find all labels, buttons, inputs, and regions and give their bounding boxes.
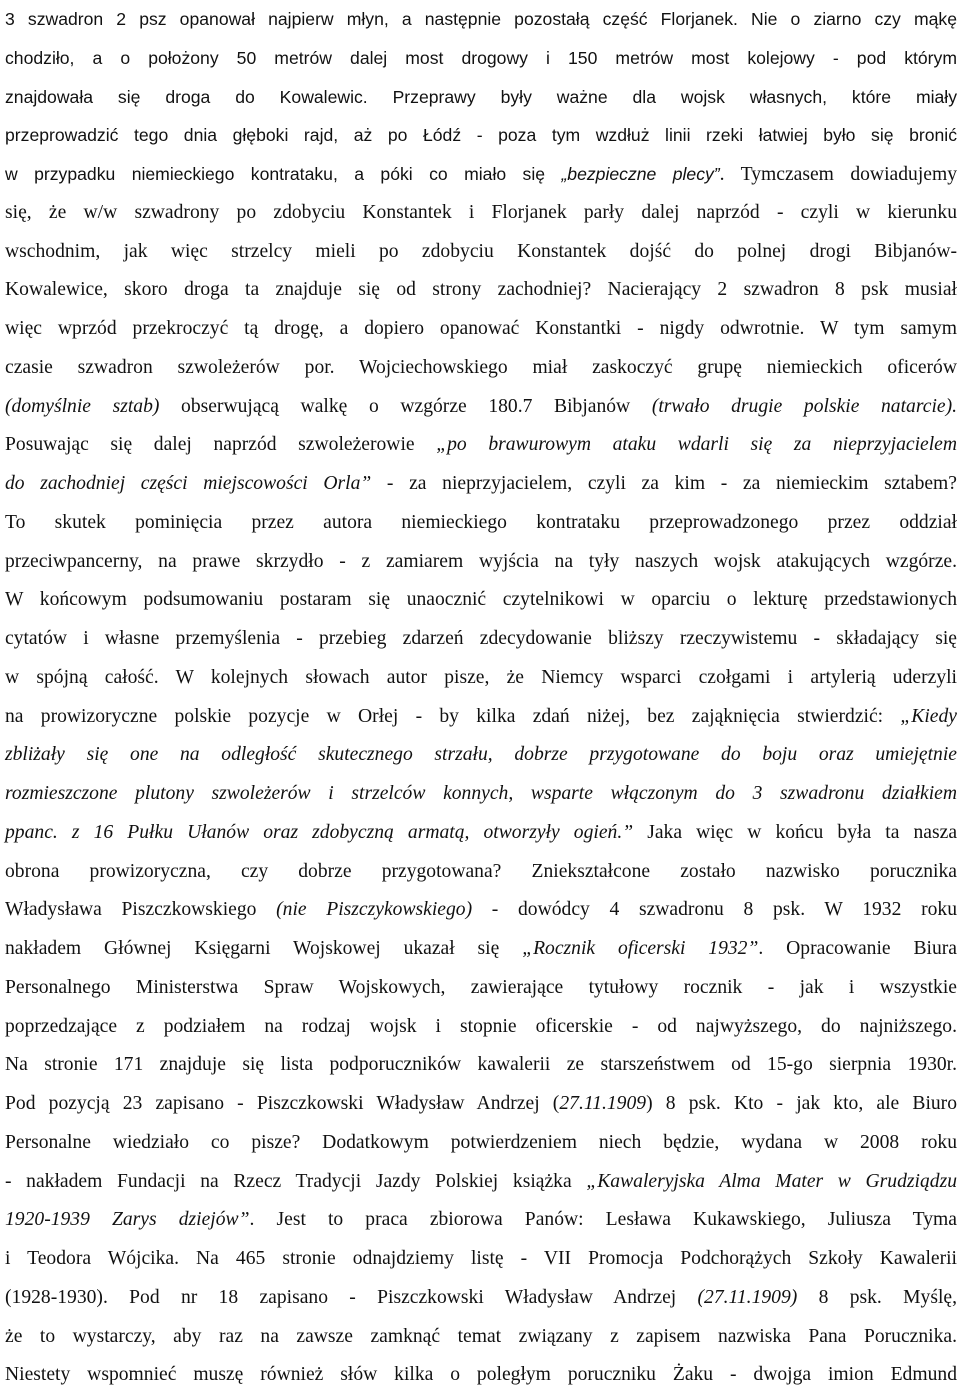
text-run: obserwującą walkę o wzgórze 180.7 Bibjanów	[159, 395, 652, 417]
text-line	[5, 930, 957, 969]
text-line	[5, 1279, 957, 1318]
text-run: Posuwając się dalej naprzód szwoleżerowie	[5, 434, 437, 456]
text-run: nakładem Głównej Księgarni Wojskowej ukazał się	[5, 938, 523, 959]
italic-text: „po brawurowym ataku wdarli się za nieprzyjacielem	[436, 434, 957, 456]
text-run: Jaka więc w końcu była ta nasza	[633, 821, 958, 843]
text-line	[5, 1240, 957, 1279]
text-run: Kowalewice, skoro droga ta znajduje się od strony zachodniej? Nacierający 2 szwadron 8 psk musiał	[5, 279, 957, 301]
text-line	[5, 465, 957, 504]
text-run: . Jest to praca zbiorowa Panów: Lesława Kukawskiego, Juliusza Tyma	[249, 1209, 957, 1231]
text-line	[5, 310, 957, 349]
text-run: więc wprzód przekroczyć tą drogę, a dopiero opanować Konstantki - nigdy odwrotnie. W tym samym	[5, 318, 957, 339]
italic-text: ppanc. z 16 Pułku Ułanów oraz zdobyczną armatą, otworzyły ogień.”	[5, 821, 634, 843]
text-line	[5, 1356, 957, 1395]
text-line	[5, 853, 957, 892]
italic-text: „Rocznik oficerski 1932”	[522, 938, 759, 959]
italic-text: zbliżały się one na odległość skutecznego strzału, dobrze przygotowane do boju oraz umiejętnie	[5, 744, 957, 766]
text-run: że to wystarczy, aby raz na zawsze zamknąć temat związany z zapisem nazwiska Pana Porucznika.	[5, 1325, 957, 1347]
text-line	[5, 349, 957, 388]
text-run: w przypadku niemieckiego kontrataku, a póki co miało się	[5, 164, 562, 184]
text-line	[5, 116, 957, 155]
text-run: obrona prowizoryczna, czy dobrze przygotowana? Zniekształcone zostało nazwisko porucznika	[5, 860, 957, 882]
italic-text: (27.11.1909)	[697, 1286, 798, 1308]
text-run: Niestety wspomnieć muszę również słów kilka o poległym poruczniku Żaku - dwojga imion Edmund	[5, 1364, 957, 1386]
text-run: . Opracowanie Biura	[758, 938, 957, 959]
text-line	[5, 891, 957, 930]
text-line	[5, 155, 957, 194]
text-run: przeciwpancerny, na prawe skrzydło - z zamiarem wyjścia na tyły naszych wojsk atakujących wzgórze.	[5, 550, 957, 572]
text-line	[5, 581, 957, 620]
text-line	[5, 736, 957, 775]
text-run: Personalnego Ministerstwa Spraw Wojskowych, zawierające tytułowy rocznik - jak i wszystkie	[5, 976, 957, 998]
text-run: cytatów i własne przemyślenia - przebieg zdarzeń zdecydowanie bliższy rzeczywistemu - składający się	[5, 628, 957, 649]
text-line	[5, 1008, 957, 1047]
text-run: To skutek pominięcia przez autora niemieckiego kontrataku przeprowadzonego przez oddział	[5, 511, 957, 533]
text-line	[5, 233, 957, 272]
text-run: przeprowadzić tego dnia głęboki rajd, aż po Łódź - poza tym wzdłuż linii rzeki łatwiej było się bronić	[5, 125, 957, 146]
text-run: i Teodora Wójcika. Na 465 stronie odnajdziemy listę - VII Promocja Podchorążych Szkoły Kawalerii	[5, 1248, 957, 1269]
text-run: na prowizoryczne polskie pozycje w Orłej - by kilka zdań niżej, bez zająknięcia stwierdzić:	[5, 705, 901, 727]
text-run: czasie szwadron szwoleżerów por. Wojciechowskiego miał zaskoczyć grupę niemieckich oficerów	[5, 356, 957, 378]
text-run: - za nieprzyjacielem, czyli za kim - za niemieckim sztabem?	[371, 473, 957, 494]
text-run: Personalne wiedziało co pisze? Dodatkowym potwierdzeniem niech będzie, wydana w 2008 roku	[5, 1131, 957, 1153]
text-line	[5, 426, 957, 465]
text-line	[5, 39, 957, 78]
italic-text: (trwało drugie polskie natarcie).	[651, 395, 958, 417]
text-line	[5, 969, 957, 1008]
text-run: w spójną całość. W kolejnych słowach autor pisze, że Niemcy wsparci czołgami i artylerią uderzyli	[5, 666, 957, 688]
text-line	[5, 1201, 957, 1240]
text-line	[5, 1318, 957, 1357]
italic-text: rozmieszczone plutony szwoleżerów i strzelców konnych, wsparte włączonym do 3 szwadronu działkiem	[5, 783, 957, 804]
text-line	[5, 271, 957, 310]
text-run: - dowódcy 4 szwadronu 8 psk. W 1932 roku	[472, 899, 957, 921]
italic-text: do zachodniej części miejscowości Orla”	[5, 473, 372, 494]
text-run: znajdowała się droga do Kowalewic. Przeprawy były ważne dla wojsk własnych, które miały	[5, 86, 957, 107]
text-run: 3 szwadron 2 psz opanował najpierw młyn, a następnie pozostałą część Florjanek. Nie o ziarno czy mąkę	[5, 9, 957, 29]
text-run: chodziło, a o położony 50 metrów dalej most drogowy i 150 metrów most kolejowy - pod którym	[5, 47, 957, 68]
text-run: poprzedzające z podziałem na rodzaj wojsk i stopnie oficerskie - od najwyższego, do najniższego.	[5, 1015, 957, 1037]
text-line	[5, 78, 957, 117]
document-page	[5, 0, 957, 1395]
text-run: 8 psk. Myślę,	[797, 1286, 957, 1308]
text-line	[5, 814, 957, 853]
text-line	[5, 543, 957, 582]
text-run: ) 8 psk. Kto - jak kto, ale Biuro	[646, 1093, 958, 1114]
italic-text: (domyślnie sztab)	[5, 395, 160, 417]
italic-text: „bezpieczne plecy”	[561, 164, 720, 184]
italic-text: „Kiedy	[900, 705, 957, 727]
text-line	[5, 504, 957, 543]
text-line	[5, 1046, 957, 1085]
text-line	[5, 1124, 957, 1163]
text-run: (1928-1930). Pod nr 18 zapisano - Piszczkowski Władysław Andrzej	[5, 1286, 698, 1308]
text-run: Na stronie 171 znajduje się lista podporuczników kawalerii ze starszeństwem od 15-go sierpnia 1930r.	[5, 1054, 957, 1076]
text-line	[5, 0, 957, 39]
text-run: - nakładem Fundacji na Rzecz Tradycji Jazdy Polskiej książka	[5, 1170, 587, 1192]
text-run: W końcowym podsumowaniu postaram się unaocznić czytelnikowi w oparciu o lekturę przedstawionych	[5, 589, 957, 611]
text-line	[5, 659, 957, 698]
text-run: Władysława Piszczkowskiego	[5, 899, 277, 921]
text-run: wschodnim, jak więc strzelcy mieli po zdobyciu Konstantek dojść do polnej drogi Bibjanów-	[5, 240, 957, 262]
italic-text: 27.11.1909	[559, 1093, 647, 1114]
text-line	[5, 388, 957, 427]
text-line	[5, 775, 957, 814]
text-run: . Tymczasem dowiadujemy	[719, 164, 957, 185]
italic-text: (nie Piszczykowskiego)	[276, 899, 473, 921]
text-run: Pod pozycją 23 zapisano - Piszczkowski Władysław Andrzej (	[5, 1093, 560, 1114]
italic-text: „Kawaleryjska Alma Mater w Grudziądzu	[586, 1170, 957, 1192]
text-run: się, że w/w szwadrony po zdobyciu Konstantek i Florjanek parły dalej naprzód - czyli w kierunku	[5, 201, 957, 223]
text-line	[5, 1163, 957, 1202]
text-line	[5, 1085, 957, 1124]
italic-text: 1920-1939 Zarys dziejów”	[5, 1209, 250, 1231]
text-line	[5, 620, 957, 659]
text-line	[5, 698, 957, 737]
text-line	[5, 194, 957, 233]
document-body	[5, 0, 957, 1395]
